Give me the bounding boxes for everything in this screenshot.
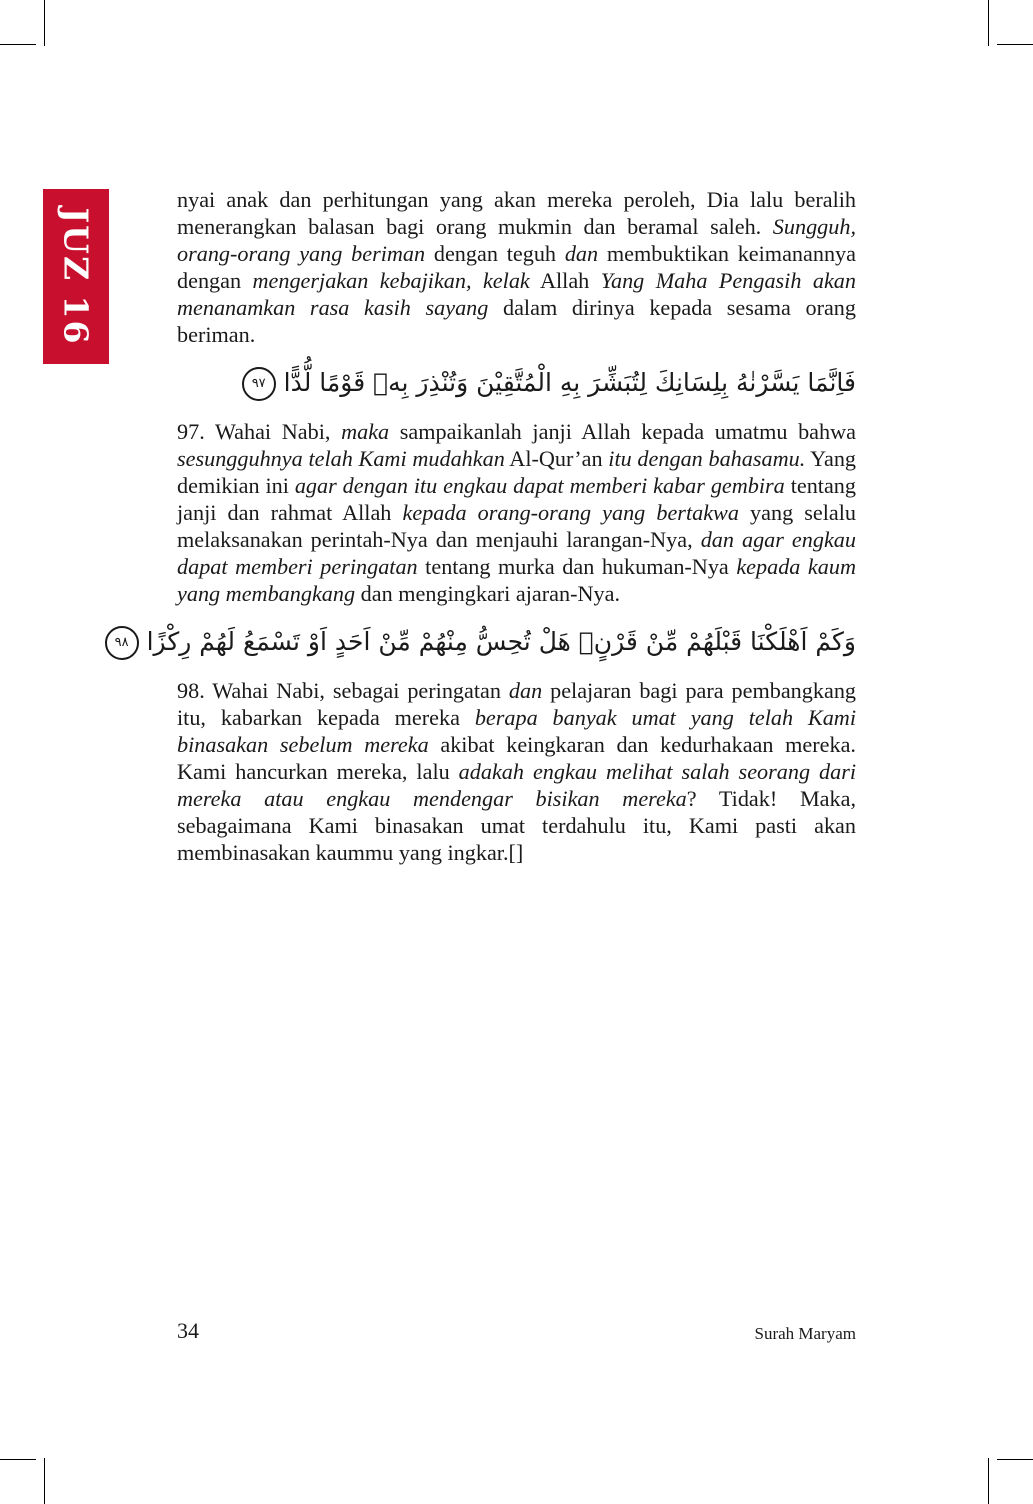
verse-97-translation	[177, 418, 856, 607]
text-run: membuktikan keimanannya dengan	[177, 241, 856, 293]
verse-98-arabic-text: وَكَمْ اَهْلَكْنَا قَبْلَهُمْ مِّنْ قَرْنٍۗ هَلْ تُحِسُّ مِنْهُمْ مِّنْ اَحَدٍ اَوْ تَسْمَعُ لَهُمْ رِكْزًا	[146, 627, 856, 656]
crop-mark	[0, 44, 36, 45]
text-run: dalam dirinya kepada sesama orang beriman.	[177, 295, 856, 347]
ayah-number-97: ٩٧	[242, 367, 276, 401]
crop-mark	[0, 1459, 36, 1460]
italic-text-run: berapa banyak umat yang telah Kami binasakan sebelum mereka	[177, 705, 856, 757]
text-run: sampaikanlah janji Allah kepada umatmu bahwa	[389, 419, 856, 444]
intro-paragraph	[177, 186, 856, 348]
text-run: dengan teguh	[425, 241, 565, 266]
italic-text-run: dan	[508, 678, 543, 703]
crop-mark	[988, 0, 989, 46]
italic-text-run: kepada kaum yang membangkang	[177, 554, 856, 606]
italic-text-run: kepada orang-orang yang bertakwa	[402, 500, 739, 525]
italic-text-run: adakah engkau melihat salah seorang dari mereka atau engkau mendengar bisikan mereka	[177, 759, 857, 811]
ayah-number-98: ٩٨	[105, 626, 139, 660]
verse-97-arabic	[177, 358, 856, 410]
crop-mark	[988, 1458, 989, 1504]
crop-mark	[997, 44, 1033, 45]
text-run: Al-Qur’an	[504, 446, 609, 471]
italic-text-run: agar dengan itu engkau dapat memberi kabar gembira	[294, 473, 785, 498]
text-run: nyai anak dan perhitungan yang akan mereka peroleh, Dia lalu beralih menerangkan balasan bagi orang mukmin dan beramal saleh.	[177, 187, 856, 239]
italic-text-run: mengerjakan kebajikan, kelak	[252, 268, 530, 293]
verse-97-arabic-text: فَاِنَّمَا يَسَّرْنٰهُ بِلِسَانِكَ لِتُبَشِّرَ بِهِ الْمُتَّقِيْنَ وَتُنْذِرَ بِهٖ قَوْمًا لُّدًّا	[283, 368, 856, 397]
text-run: 98. Wahai Nabi, sebagai peringatan	[177, 678, 509, 703]
surah-name: Surah Maryam	[754, 1324, 856, 1343]
text-run: ? Tidak! Maka, sebagaimana Kami binasakan umat terdahulu itu, Kami pasti akan membinasakan kaummu yang ingkar.[]	[177, 786, 857, 865]
italic-text-run: Yang Maha Pengasih akan menanamkan rasa kasih sayang	[177, 268, 856, 320]
text-run: dan mengingkari ajaran-Nya.	[355, 581, 620, 606]
text-run: pelajaran bagi para pembangkang itu, kabarkan kepada mereka	[177, 678, 857, 730]
juz-label: JUZ 16	[56, 207, 96, 346]
text-run: tentang murka dan hukuman-Nya	[417, 554, 737, 579]
crop-mark	[44, 1458, 45, 1504]
crop-mark	[44, 0, 45, 46]
crop-mark	[997, 1459, 1033, 1460]
italic-text-run: sesungguhnya telah Kami mudahkan	[177, 446, 505, 471]
page-content	[114, 186, 857, 866]
text-run: Yang demikian ini	[177, 446, 857, 498]
page-number: 34	[177, 1318, 199, 1343]
juz-tab	[43, 189, 109, 364]
italic-text-run: maka	[341, 419, 390, 444]
text-run: akibat keingkaran dan kedurhakaan mereka. Kami hancurkan mereka, lalu	[177, 732, 856, 784]
text-run: 97. Wahai Nabi,	[177, 419, 342, 444]
italic-text-run: dan	[564, 241, 599, 266]
text-run: Allah	[529, 268, 601, 293]
italic-text-run: Sungguh, orang-orang yang beriman	[177, 214, 856, 266]
italic-text-run: itu dengan bahasamu.	[608, 446, 806, 471]
text-run: yang selalu melaksanakan perintah-Nya dan menjauhi larangan-Nya,	[177, 500, 857, 552]
italic-text-run: dan agar engkau dapat memberi peringatan	[177, 527, 856, 579]
verse-98-translation	[177, 677, 856, 866]
verse-98-arabic	[114, 617, 856, 669]
text-run: tentang janji dan rahmat Allah	[177, 473, 856, 525]
